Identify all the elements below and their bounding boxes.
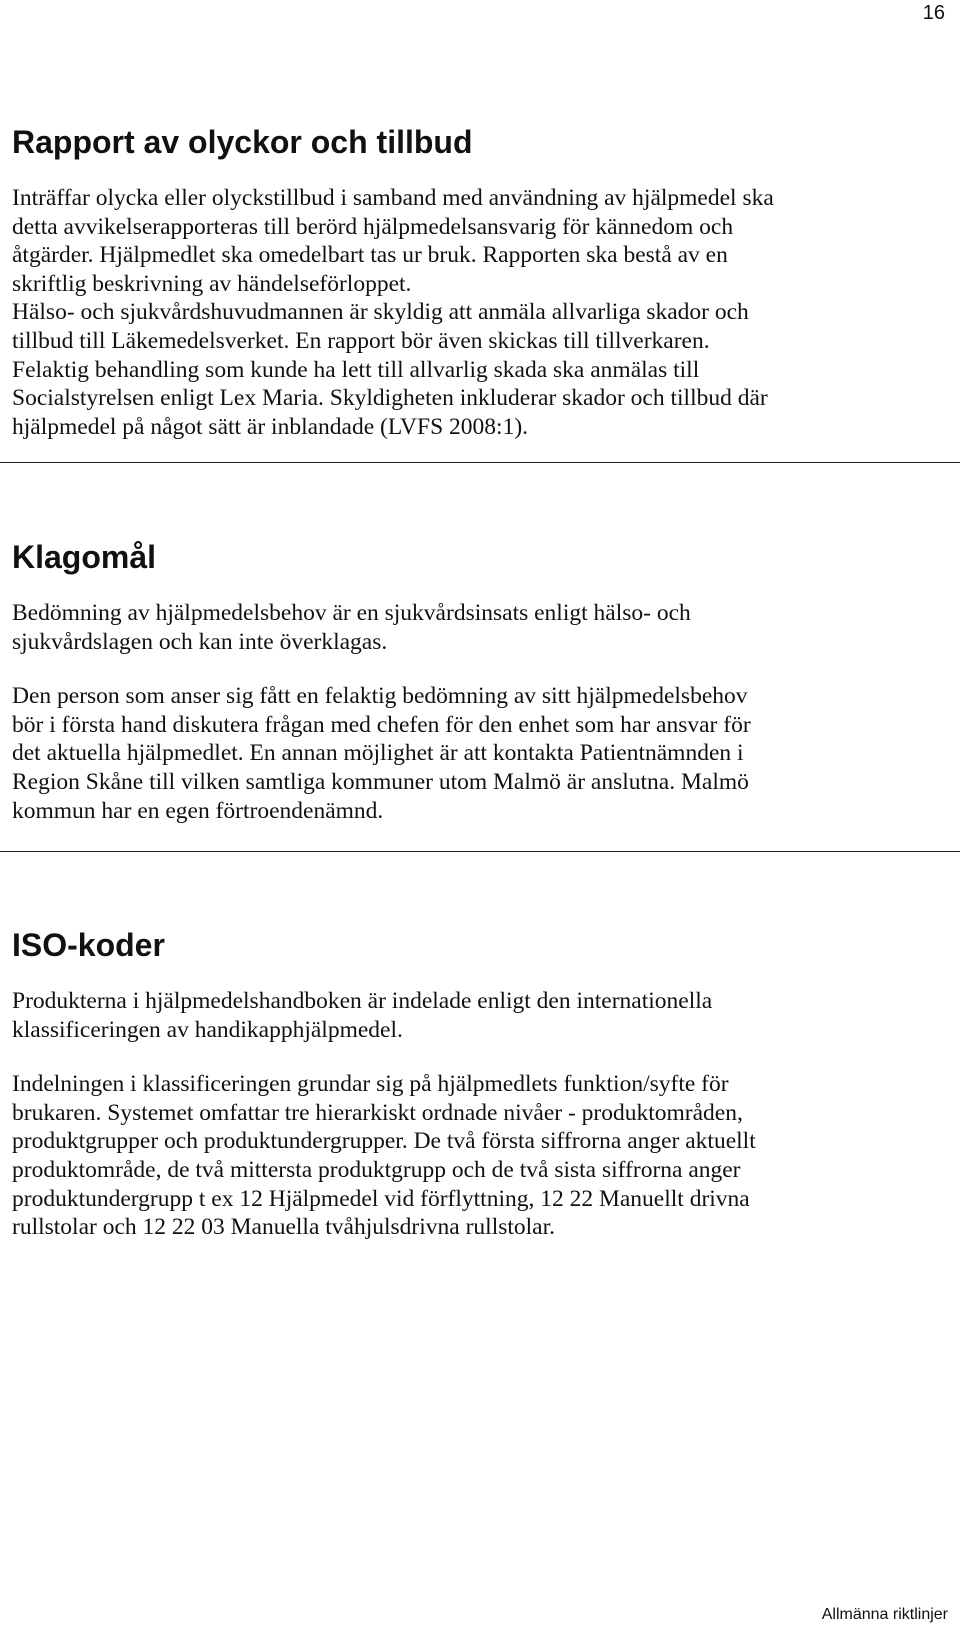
section-klagomal (12, 537, 912, 825)
section-paragraph: Inträffar olycka eller olyckstillbud i samband med användning av hjälpmedel ska detta avvikelserapporteras till berörd hjälpmedelsansvarig för kännedom och åtgärder. Hjälpmedlet ska omedelbart tas ur bruk. Rapporten ska bestå av en skriftlig beskrivning av händelseförloppet. Hälso- och sjukvårdshuvudmannen är skyldig att anmäla allvarliga skador och tillbud till Läkemedelsverket. En rapport bör även skickas till tillverkaren. Felaktig behandling som kunde ha lett till allvarlig skada ska anmälas till Socialstyrelsen enligt Lex Maria. Skyldigheten inkluderar skador och tillbud där hjälpmedel på något sätt är inblandade (LVFS 2008:1). (12, 185, 774, 440)
section-olyckor (12, 122, 912, 441)
section-divider (0, 851, 960, 852)
section-heading: Rapport av olyckor och tillbud (12, 124, 473, 160)
section-heading: Klagomål (12, 539, 157, 575)
section-paragraph: Bedömning av hjälpmedelsbehov är en sjukvårdsinsats enligt hälso- och sjukvårdslagen och kan inte överklagas. (12, 600, 691, 655)
section-divider (0, 462, 960, 463)
section-paragraph: Indelningen i klassificeringen grundar sig på hjälpmedlets funktion/syfte för brukaren. Systemet omfattar tre hierarkiskt ordnade nivåer - produktområden, produktgrupper och produktundergrupper. De två första siffrorna anger aktuellt produktområde, de två mittersta produktgrupp och de två sista siffrorna anger produktundergrupp t ex 12 Hjälpmedel vid förflyttning, 12 22 Manuellt drivna rullstolar och 12 22 03 Manuella tvåhjulsdrivna rullstolar. (12, 1071, 756, 1241)
section-paragraph: Den person som anser sig fått en felaktig bedömning av sitt hjälpmedelsbehov bör i första hand diskutera frågan med chefen för den enhet som har ansvar för det aktuella hjälpmedlet. En annan möjlighet är att kontakta Patientnämnden i Region Skåne till vilken samtliga kommuner utom Malmö är anslutna. Malmö kommun har en egen förtroendenämnd. (12, 683, 751, 824)
footer-label: Allmänna riktlinjer (821, 1606, 948, 1623)
section-paragraph: Produkterna i hjälpmedelshandboken är indelade enligt den internationella klassificeringen av handikapphjälpmedel. (12, 988, 713, 1043)
page-number: 16 (922, 2, 945, 24)
section-iso-koder (12, 925, 912, 1242)
section-heading: ISO-koder (12, 927, 165, 963)
